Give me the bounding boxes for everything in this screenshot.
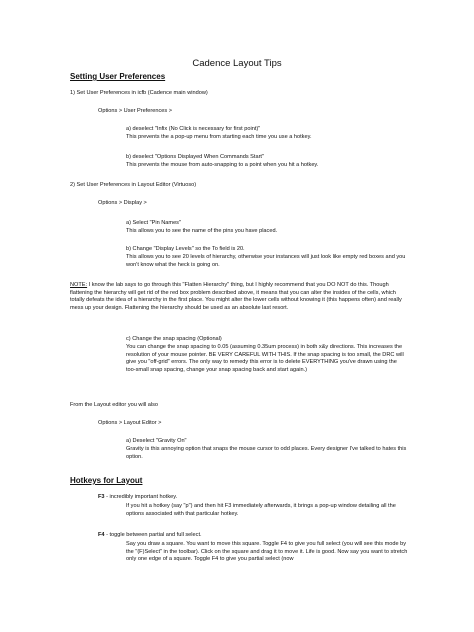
note-paragraph (70, 282, 408, 313)
document-title: Cadence Layout Tips (192, 58, 282, 69)
step-2a-description: This allows you to see the name of the pins you have placed. (126, 228, 278, 234)
hotkey-f3-description: If you hit a hotkey (say "p") and then hit F3 immediately afterwards, it brings a pop-up window detailing all the options associated with that particular hotkey. (126, 503, 396, 517)
step-3-options-path: Options > Layout Editor > (98, 420, 162, 426)
section-heading-hotkeys: Hotkeys for Layout (70, 476, 143, 485)
hotkey-f4-title (98, 532, 202, 540)
step-2-options-path: Options > Display > (98, 200, 147, 206)
hotkey-f4-description: Say you draw a square. You want to move this square. Toggle F4 to give you full select (you will see this mode by the "(F)Select" in the toolbar). Click on the square and drag it to move it. Life is good. Now say you want to stretch only one edge of a square. Toggle F4 to give you partial select (now (126, 541, 408, 563)
step-2b-text: b) Change "Display Levels" so the To field is 20. (126, 246, 245, 252)
step-1-options-path: Options > User Preferences > (98, 108, 172, 114)
step-1b-description: This prevents the mouse from auto-snapping to a point when you hit a hotkey. (126, 162, 319, 168)
note-label: NOTE: (70, 282, 88, 288)
hotkey-f3-title (98, 494, 177, 502)
step-2a-text: a) Select "Pin Names" (126, 220, 181, 226)
step-1a-description: This prevents the a pop-up menu from starting each time you use a hotkey. (126, 134, 312, 140)
note-text: I know the lab says to go through this "Flatten Hierarchy" thing, but I highly recommend that you DO NOT do this. Though flattening the hierarchy will get rid of the red box problem described above, it means that you can alter the insides of the cells, which totally defeats the idea of a hierarchy in the first place. You might alter the lower cells without knowing it (this happens often) and really mess up your design. Flattening the hierarchy should be used as an absolute last resort. (70, 282, 402, 312)
hotkey-f4-label: F4 (98, 532, 105, 538)
step-1-text: 1) Set User Preferences in icfb (Cadence main window) (70, 90, 208, 96)
hotkey-f4-summary: - toggle between partial and full select. (104, 532, 202, 538)
hotkey-f3-label: F3 (98, 494, 105, 500)
step-2c-description: You can change the snap spacing to 0.05 (assuming 0.35um process) in both x&y directions. This increases the resolution of your mouse pointer. BE VERY CAREFUL WITH THIS. If the snap spacing is too small, the DRC will give you "off-grid" errors. The only way to remedy this error is to delete EVERYTHING you've drawn using the too-small snap spacing, change your snap spacing back and start again.) (126, 344, 404, 374)
step-2b-description: This allows you to see 20 levels of hierarchy, otherwise your instances will just look like empty red boxes and you won't know what the heck is going on. (126, 254, 406, 268)
step-1a-text: a) deselect "Infix (No Click is necessary for first point)" (126, 126, 261, 132)
step-3a-description: Gravity is this annoying option that snaps the mouse cursor to odd places. Every designer I've talked to hates this option. (126, 446, 407, 460)
step-3-text: From the Layout editor you will also (70, 402, 158, 408)
step-3a-text: a) Deselect "Gravity On" (126, 438, 187, 444)
hotkey-f3-summary: - incredibly important hotkey. (104, 494, 178, 500)
step-1b-text: b) deselect "Options Displayed When Commands Start" (126, 154, 264, 160)
section-heading-user-preferences: Setting User Preferences (70, 72, 166, 81)
step-2c-text: c) Change the snap spacing (Optional) (126, 336, 222, 342)
step-2-text: 2) Set User Preferences in Layout Editor (Virtuoso) (70, 182, 197, 188)
